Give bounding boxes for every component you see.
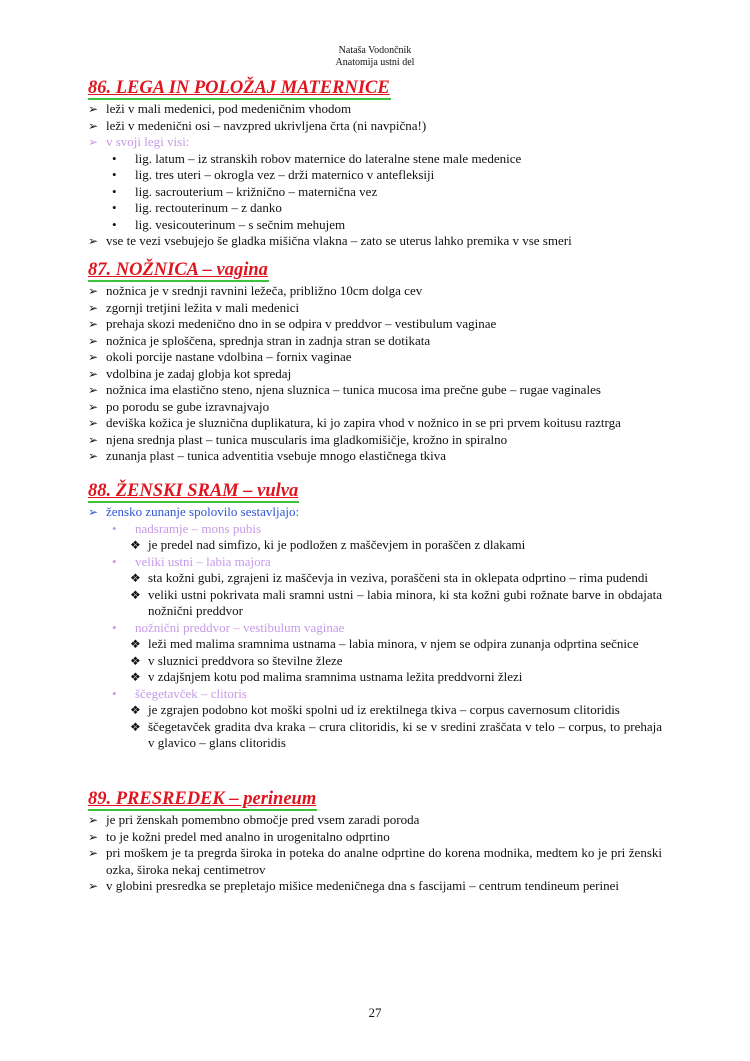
list-item: [88, 620, 662, 637]
dot-bullet-icon: •: [112, 150, 117, 166]
list-item-text: sta kožni gubi, zgrajeni iz maščevja in veziva, poraščeni sta in oklepata odprtino – rima pudendi: [148, 570, 648, 585]
list-item: [88, 702, 662, 719]
diamond-bullet-icon: ❖: [130, 587, 141, 602]
list-item: [88, 432, 662, 449]
list-item-text: nadsramje – mons pubis: [135, 520, 262, 536]
page-number: 27: [368, 1005, 382, 1020]
arrow-bullet-icon: ➢: [88, 829, 99, 844]
list-item-text: nožnica je sploščena, sprednja stran in zadnja stran se dotikata: [106, 332, 431, 348]
list-item-text: lig. tres uteri – okrogla vez – drži maternico v antefleksiji: [135, 167, 435, 182]
dot-bullet-icon: •: [112, 183, 117, 199]
list-item-text: žensko zunanje spolovilo sestavljajo:: [106, 504, 300, 519]
section-86: [88, 79, 662, 250]
list-item: [88, 686, 662, 703]
list-item-text: veliki ustni – labia majora: [135, 553, 271, 569]
dot-bullet-icon: •: [112, 619, 117, 635]
list-item: [88, 636, 662, 653]
arrow-bullet-icon: ➢: [88, 432, 99, 447]
list-item: [88, 134, 662, 151]
arrow-bullet-icon: ➢: [88, 846, 99, 860]
list-item-text: veliki ustni pokrivata mali sramni ustni – labia minora, ki sta kožni gubi rožnate barve in obdajata nožnični preddvor: [148, 586, 662, 618]
section-heading: 88. ŽENSKI SRAM – vulva: [88, 481, 299, 501]
list-item-text: lig. vesicouterinum – s sečnim mehujem: [135, 216, 346, 232]
list-item-text: pri moškem je ta pregrda široka in poteka do analne odprtine do korena modnika, medtem ko je pri ženski ozka, široka nekaj centimetrov: [106, 845, 662, 877]
list-item: [88, 382, 662, 399]
arrow-bullet-icon: ➢: [88, 416, 99, 430]
dot-bullet-icon: •: [112, 685, 117, 701]
arrow-bullet-icon: ➢: [88, 879, 99, 893]
list-item-text: leži med malima sramnima ustnama – labia minora, v njem se odpira zunanja odprtina sečnice: [148, 636, 639, 651]
list-item-text: vdolbina je zadaj globja kot spredaj: [106, 365, 292, 381]
list-item: [88, 349, 662, 366]
list-item-text: je pri ženskah pomembno območje pred vsem zaradi poroda: [106, 812, 420, 827]
dot-bullet-icon: •: [112, 216, 117, 232]
list-item-text: okoli porcije nastane vdolbina – fornix vaginae: [106, 349, 352, 364]
list-item-text: njena srednja plast – tunica muscularis ima gladkomišičje, krožno in spiralno: [106, 431, 508, 447]
list-item: [88, 537, 662, 554]
list-item: [88, 184, 662, 201]
list-item: [88, 399, 662, 416]
list-item: [88, 167, 662, 184]
list-item: [88, 521, 662, 538]
list-item: [88, 669, 662, 686]
arrow-bullet-icon: ➢: [88, 505, 99, 519]
list-item-text: prehaja skozi medenično dno in se odpira v preddvor – vestibulum vaginae: [106, 316, 497, 331]
list-item-text: v sluznici preddvora so številne žleze: [148, 652, 343, 668]
arrow-bullet-icon: ➢: [88, 449, 99, 463]
section-88: [88, 482, 662, 752]
arrow-bullet-icon: ➢: [88, 366, 99, 381]
list-item: [88, 300, 662, 317]
list-item: [88, 200, 662, 217]
list-item-text: lig. rectouterinum – z danko: [135, 200, 282, 215]
diamond-bullet-icon: ❖: [130, 719, 141, 734]
arrow-bullet-icon: ➢: [88, 118, 99, 133]
arrow-bullet-icon: ➢: [88, 284, 99, 298]
arrow-bullet-icon: ➢: [88, 135, 99, 149]
arrow-bullet-icon: ➢: [88, 317, 99, 331]
list-item: [88, 570, 662, 587]
list-item-text: je predel nad simfizo, ki je podložen z maščevjem in poraščen z dlakami: [148, 537, 526, 552]
section-heading: 87. NOŽNICA – vagina: [88, 260, 268, 280]
list-item: [88, 283, 662, 300]
arrow-bullet-icon: ➢: [88, 813, 99, 827]
list-item: [88, 829, 662, 846]
list-item: [88, 316, 662, 333]
list-item-text: nožnica ima elastično steno, njena sluznica – tunica mucosa ima prečne gube – rugae vaginales: [106, 382, 601, 397]
diamond-bullet-icon: ❖: [130, 670, 141, 684]
section-89: [88, 790, 662, 895]
list-item-text: leži v medenični osi – navzpred ukrivljena črta (ni navpična!): [106, 117, 427, 133]
list-item: [88, 217, 662, 234]
arrow-bullet-icon: ➢: [88, 399, 99, 414]
arrow-bullet-icon: ➢: [88, 333, 99, 348]
list-item: [88, 554, 662, 571]
list-item-text: leži v mali medenici, pod medeničnim vhodom: [106, 101, 352, 116]
list-item-text: nožnični preddvor – vestibulum vaginae: [135, 619, 345, 635]
section-87: [88, 261, 662, 465]
diamond-bullet-icon: ❖: [130, 571, 141, 585]
diamond-bullet-icon: ❖: [130, 703, 141, 717]
list-item-text: lig. latum – iz stranskih robov maternice do lateralne stene male medenice: [135, 150, 522, 166]
list-item-text: v globini presredka se prepletajo mišice medeničnega dna s fascijami – centrum tendineum perinei: [106, 878, 619, 893]
list-item: [88, 719, 662, 752]
list-item-text: je zgrajen podobno kot moški spolni ud iz erektilnega tkiva – corpus cavernosum clitoridis: [148, 702, 620, 717]
diamond-bullet-icon: ❖: [130, 637, 141, 651]
diamond-bullet-icon: ❖: [130, 653, 141, 668]
list-item: [88, 118, 662, 135]
diamond-bullet-icon: ❖: [130, 538, 141, 552]
list-item-text: lig. sacrouterium – križnično – maternična vez: [135, 183, 378, 199]
list-item: [88, 333, 662, 350]
list-item-text: v zdajšnjem kotu pod malima sramnima ustnama ležita preddvorni žlezi: [148, 669, 523, 684]
list-item-text: po porodu se gube izravnajvajo: [106, 398, 270, 414]
list-item: [88, 448, 662, 465]
list-item: [88, 653, 662, 670]
arrow-bullet-icon: ➢: [88, 102, 99, 116]
list-item: [88, 366, 662, 383]
list-item: [88, 504, 662, 521]
section-heading: 89. PRESREDEK – perineum: [88, 789, 317, 809]
list-item: [88, 151, 662, 168]
list-item-text: zunanja plast – tunica adventitia vsebuje mnogo elastičnega tkiva: [106, 448, 447, 463]
list-item: [88, 233, 662, 250]
list-item: [88, 415, 662, 432]
dot-bullet-icon: •: [112, 200, 117, 215]
dot-bullet-icon: •: [112, 520, 117, 536]
list-item: [88, 812, 662, 829]
dot-bullet-icon: •: [112, 167, 117, 182]
list-item-text: to je kožni predel med analno in urogenitalno odprtino: [106, 828, 390, 844]
list-item-text: v svoji legi visi:: [106, 134, 190, 149]
list-item-text: zgornji tretjini ležita v mali medenici: [106, 299, 300, 315]
arrow-bullet-icon: ➢: [88, 383, 99, 397]
list-item-text: ščegetavček gradita dva kraka – crura clitoridis, ki se v sredini zraščata v telo – corpus, to prehaja v glavico – glans clitoridis: [148, 718, 662, 750]
list-item-text: ščegetavček – clitoris: [135, 685, 247, 701]
list-item-text: nožnica je v srednji ravnini ležeča, približno 10cm dolga cev: [106, 283, 423, 298]
list-item: [88, 101, 662, 118]
section-heading: 86. LEGA IN POLOŽAJ MATERNICE: [88, 78, 390, 98]
list-item: [88, 878, 662, 895]
list-item: [88, 845, 662, 878]
arrow-bullet-icon: ➢: [88, 300, 99, 315]
list-item-text: deviška kožica je sluznična duplikatura, ki jo zapira vhod v nožnico in se pri prvem koitusu raztrga: [106, 415, 621, 430]
running-header-subtitle: Anatomija ustni del: [335, 57, 415, 68]
list-item: [88, 587, 662, 620]
list-item-text: vse te vezi vsebujejo še gladka mišična vlakna – zato se uterus lahko premika v vse smeri: [106, 233, 572, 248]
dot-bullet-icon: •: [112, 553, 117, 569]
arrow-bullet-icon: ➢: [88, 350, 99, 364]
running-header-author: Nataša Vodončnik: [338, 45, 412, 56]
arrow-bullet-icon: ➢: [88, 234, 99, 248]
